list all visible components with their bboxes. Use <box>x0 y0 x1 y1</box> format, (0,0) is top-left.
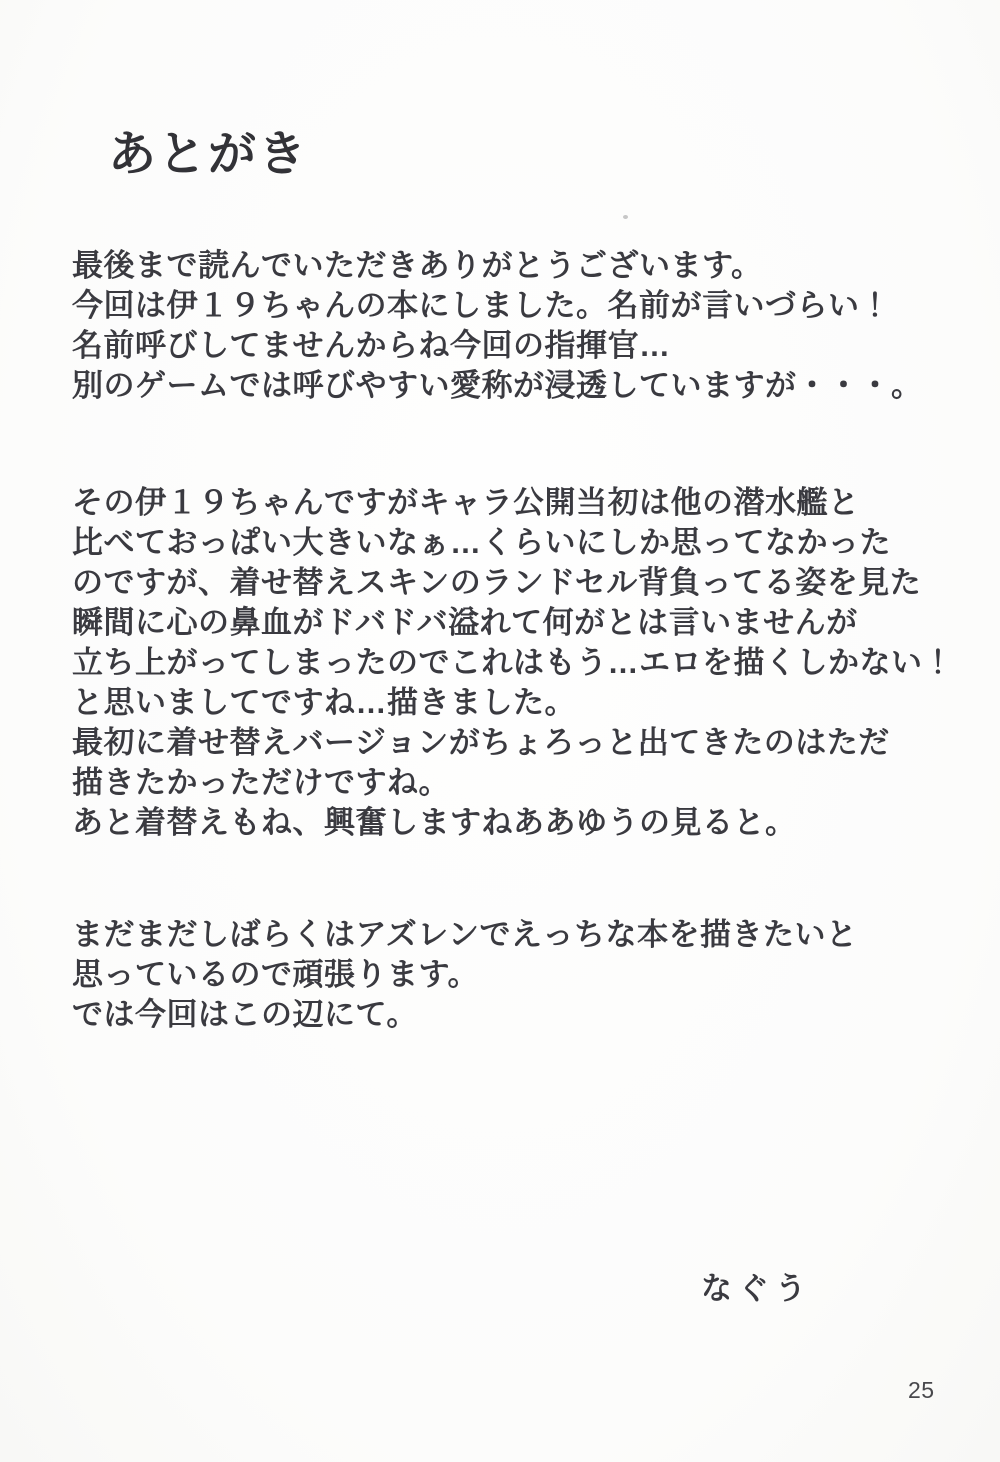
paragraph-character-story <box>72 483 954 843</box>
text-line: 瞬間に心の鼻血がドバドバ溢れて何がとは言いませんが <box>72 605 858 640</box>
text-line: 比べておっぱい大きいなぁ…くらいにしか思ってなかった <box>72 525 891 560</box>
text-line: 立ち上がってしまったのでこれはもう…エロを描くしかない！ <box>72 645 954 680</box>
text-line: 名前呼びしてませんからね今回の指揮官… <box>72 328 671 363</box>
text-line: まだまだしばらくはアズレンでえっちな本を描きたいと <box>72 917 858 952</box>
scan-speck <box>623 215 628 219</box>
text-line: 最初に着せ替えバージョンがちょろっと出てきたのはただ <box>72 725 890 760</box>
text-line: 描きたかっただけですね。 <box>72 765 450 800</box>
page-title: あとがき <box>108 126 309 182</box>
paragraph-closing <box>72 915 857 1035</box>
text-line: のですが、着せ替えスキンのランドセル背負ってる姿を見た <box>72 565 922 600</box>
text-line: 思っているので頑張ります。 <box>72 957 480 992</box>
text-line: では今回はこの辺にて。 <box>72 997 418 1032</box>
author-signature: なぐう <box>701 1271 812 1306</box>
text-line: 最後まで読んでいただきありがとうございます。 <box>72 248 763 283</box>
text-line: 今回は伊１９ちゃんの本にしました。名前が言いづらい！ <box>72 288 891 323</box>
text-line: 別のゲームでは呼びやすい愛称が浸透していますが・・・。 <box>72 368 923 403</box>
page-number: 25 <box>908 1377 935 1403</box>
text-line: あと着替えもね、興奮しますねああゆうの見ると。 <box>72 805 797 840</box>
text-line: その伊１９ちゃんですがキャラ公開当初は他の潜水艦と <box>72 485 860 520</box>
paragraph-thanks <box>72 246 923 406</box>
text-line: と思いましてですね…描きました。 <box>72 685 576 720</box>
